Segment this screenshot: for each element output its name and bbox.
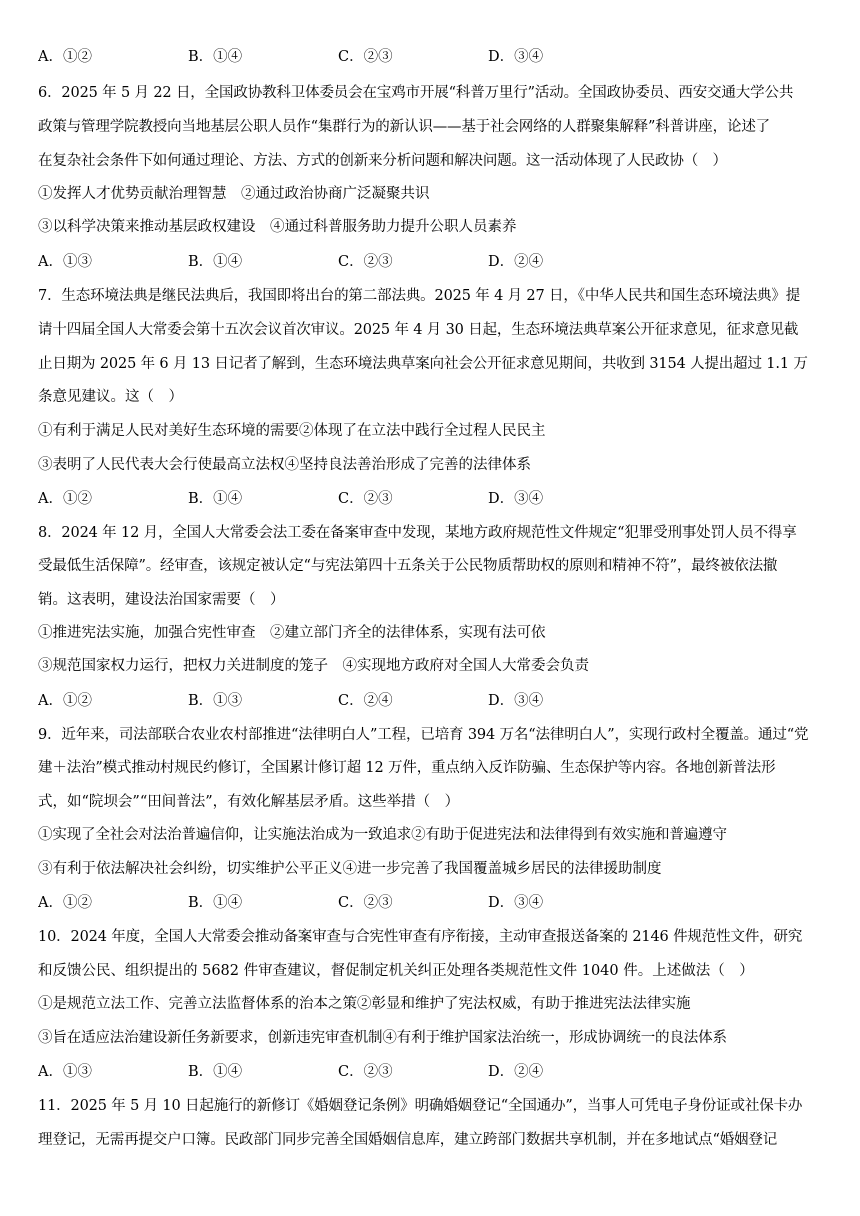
option-d: D．②④ (488, 1064, 544, 1080)
q11-stem-line: 理登记，无需再提交户口簿。民政部门同步完善全国婚姻信息库，建立跨部门数据共享机制，并在多地试点“婚姻登记 (38, 1132, 778, 1148)
option-a: A．①③ (38, 1064, 92, 1080)
option-c: C．②④ (338, 693, 393, 709)
options-row-q7 (38, 489, 822, 509)
option-a: A．①② (38, 49, 92, 65)
q6-statement: ③以科学决策来推动基层政权建设 ④通过科普服务助力提升公职人员素养 (38, 219, 517, 235)
option-a: A．①② (38, 895, 92, 911)
option-a: A．①② (38, 693, 92, 709)
option-b: B．①④ (188, 49, 243, 65)
q6-stem-line: 政策与管理学院教授向当地基层公职人员作“集群行为的新认识——基于社会网络的人群聚集解释”科普讲座，论述了 (38, 119, 771, 135)
option-c: C．②③ (338, 49, 393, 65)
option-c: C．②③ (338, 895, 393, 911)
q10-stem-line: 和反馈公民、组织提出的 5682 件审查建议，督促制定机关纠正处理各类规范性文件 1040 件。上述做法（ ） (38, 963, 754, 979)
option-c: C．②③ (338, 491, 393, 507)
q8-stem-line: 8．2024 年 12 月，全国人大常委会法工委在备案审查中发现，某地方政府规范性文件规定“犯罪受刑事处罚人员不得享 (38, 525, 797, 541)
q9-statement: ③有利于依法解决社会纠纷，切实维护公平正义④进一步完善了我国覆盖城乡居民的法律援助制度 (38, 861, 662, 877)
option-b: B．①③ (188, 693, 243, 709)
option-d: D．③④ (488, 491, 544, 507)
q9-stem-line: 9．近年来，司法部联合农业农村部推进“法律明白人”工程，已培育 394 万名“法律明白人”，实现行政村全覆盖。通过“党 (38, 727, 809, 743)
q10-stem-line: 10．2024 年度，全国人大常委会推动备案审查与合宪性审查有序衔接，主动审查报送备案的 2146 件规范性文件，研究 (38, 929, 803, 945)
q8-stem-line: 销。这表明，建设法治国家需要（ ） (38, 592, 285, 608)
q6-statement: ①发挥人才优势贡献治理智慧 ②通过政治协商广泛凝聚共识 (38, 186, 430, 202)
q9-statement: ①实现了全社会对法治普遍信仰，让实施法治成为一致追求②有助于促进宪法和法律得到有效实施和普遍遵守 (38, 827, 727, 843)
options-row-q6 (38, 252, 822, 272)
q8-stem-line: 受最低生活保障”。经审查，该规定被认定“与宪法第四十五条关于公民物质帮助权的原则和精神不符”，最终被依法撤 (38, 558, 778, 574)
q7-stem-line: 条意见建议。这（ ） (38, 389, 183, 405)
option-a: A．①② (38, 491, 92, 507)
q7-stem-line: 7．生态环境法典是继民法典后，我国即将出台的第二部法典。2025 年 4 月 27 日，《中华人民共和国生态环境法典》提 (38, 288, 801, 304)
q8-statement: ③规范国家权力运行，把权力关进制度的笼子 ④实现地方政府对全国人大常委会负责 (38, 658, 589, 674)
option-b: B．①④ (188, 254, 243, 270)
q7-statement: ①有利于满足人民对美好生态环境的需要②体现了在立法中践行全过程人民民主 (38, 423, 546, 439)
options-row-q5 (38, 47, 822, 67)
option-c: C．②③ (338, 1064, 393, 1080)
q9-stem-line: 建＋法治”模式推动村规民约修订，全国累计修订超 12 万件，重点纳入反诈防骗、生态保护等内容。各地创新普法形 (38, 760, 776, 776)
q10-statement: ①是规范立法工作、完善立法监督体系的治本之策②彰显和维护了宪法权威，有助于推进宪法法律实施 (38, 996, 691, 1012)
q7-stem-line: 请十四届全国人大常委会第十五次会议首次审议。2025 年 4 月 30 日起，生态环境法典草案公开征求意见，征求意见截 (38, 322, 799, 338)
q8-statement: ①推进宪法实施，加强合宪性审查 ②建立部门齐全的法律体系，实现有法可依 (38, 625, 546, 641)
options-row-q8 (38, 691, 822, 711)
option-b: B．①④ (188, 491, 243, 507)
q7-stem-line: 止日期为 2025 年 6 月 13 日记者了解到，生态环境法典草案向社会公开征求意见期间，共收到 3154 人提出超过 1.1 万 (38, 356, 808, 372)
q10-statement: ③旨在适应法治建设新任务新要求，创新违宪审查机制④有利于维护国家法治统一，形成协调统一的良法体系 (38, 1030, 727, 1046)
q9-stem-line: 式，如“院坝会”“田间普法”，有效化解基层矛盾。这些举措（ ） (38, 794, 460, 810)
q6-stem-line: 6．2025 年 5 月 22 日，全国政协教科卫体委员会在宝鸡市开展“科普万里行”活动。全国政协委员、西安交通大学公共 (38, 85, 794, 101)
option-d: D．②④ (488, 254, 544, 270)
q11-stem-line: 11．2025 年 5 月 10 日起施行的新修订《婚姻登记条例》明确婚姻登记“全国通办”，当事人可凭电子身份证或社保卡办 (38, 1098, 803, 1114)
option-c: C．②③ (338, 254, 393, 270)
option-a: A．①③ (38, 254, 92, 270)
options-row-q10 (38, 1062, 822, 1082)
option-d: D．③④ (488, 49, 544, 65)
option-b: B．①④ (188, 1064, 243, 1080)
option-d: D．③④ (488, 693, 544, 709)
q7-statement: ③表明了人民代表大会行使最高立法权④坚持良法善治形成了完善的法律体系 (38, 457, 531, 473)
q6-stem-line: 在复杂社会条件下如何通过理论、方法、方式的创新来分析问题和解决问题。这一活动体现了人民政协（ ） (38, 153, 727, 169)
options-row-q9 (38, 893, 822, 913)
option-d: D．③④ (488, 895, 544, 911)
option-b: B．①④ (188, 895, 243, 911)
